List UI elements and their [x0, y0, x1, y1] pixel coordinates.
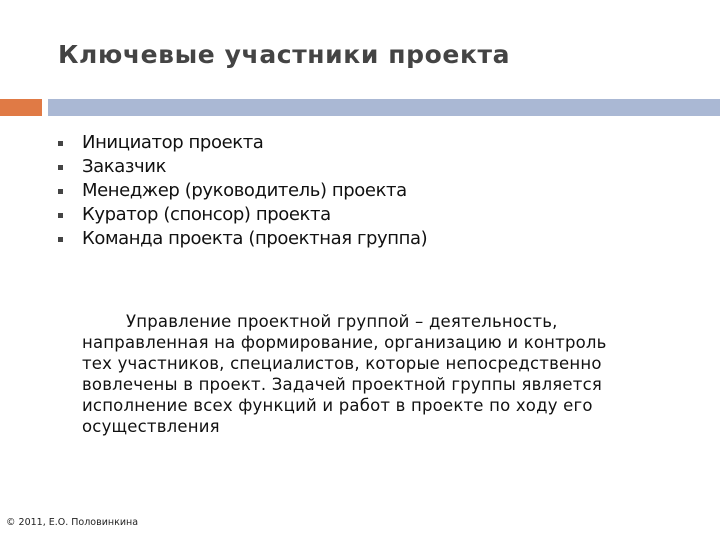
paragraph-line: [82, 311, 692, 332]
paragraph-line: направленная на формирование, организацию и контроль: [82, 333, 607, 352]
bullet-square-icon: [58, 165, 63, 170]
list-item-text: Заказчик: [82, 156, 167, 177]
bullet-square-icon: [58, 213, 63, 218]
paragraph-line: тех участников, специалистов, которые непосредственно: [82, 354, 602, 373]
participants-list: [58, 131, 427, 251]
paragraph-line: осуществления: [82, 417, 220, 436]
accent-bar-orange: [0, 99, 42, 116]
list-item: [58, 155, 427, 179]
list-item: [58, 227, 427, 251]
slide-title: Ключевые участники проекта: [58, 40, 511, 69]
definition-term: Управление проектной группой: [126, 312, 410, 331]
accent-bar-blue: [48, 99, 720, 116]
bullet-square-icon: [58, 237, 63, 242]
bullet-square-icon: [58, 141, 63, 146]
list-item-text: Менеджер (руководитель) проекта: [82, 180, 407, 201]
definition-text: – деятельность,: [409, 312, 558, 331]
list-item: [58, 131, 427, 155]
list-item-text: Инициатор проекта: [82, 132, 264, 153]
definition-paragraph: [82, 311, 692, 437]
list-item-text: Команда проекта (проектная группа): [82, 228, 428, 249]
list-item: [58, 179, 427, 203]
list-item-text: Куратор (спонсор) проекта: [82, 204, 331, 225]
paragraph-line: вовлечены в проект. Задачей проектной группы является: [82, 375, 602, 394]
bullet-square-icon: [58, 189, 63, 194]
paragraph-line: исполнение всех функций и работ в проекте по ходу его: [82, 396, 593, 415]
list-item: [58, 203, 427, 227]
copyright-footer: © 2011, Е.О. Половинкина: [6, 517, 139, 528]
